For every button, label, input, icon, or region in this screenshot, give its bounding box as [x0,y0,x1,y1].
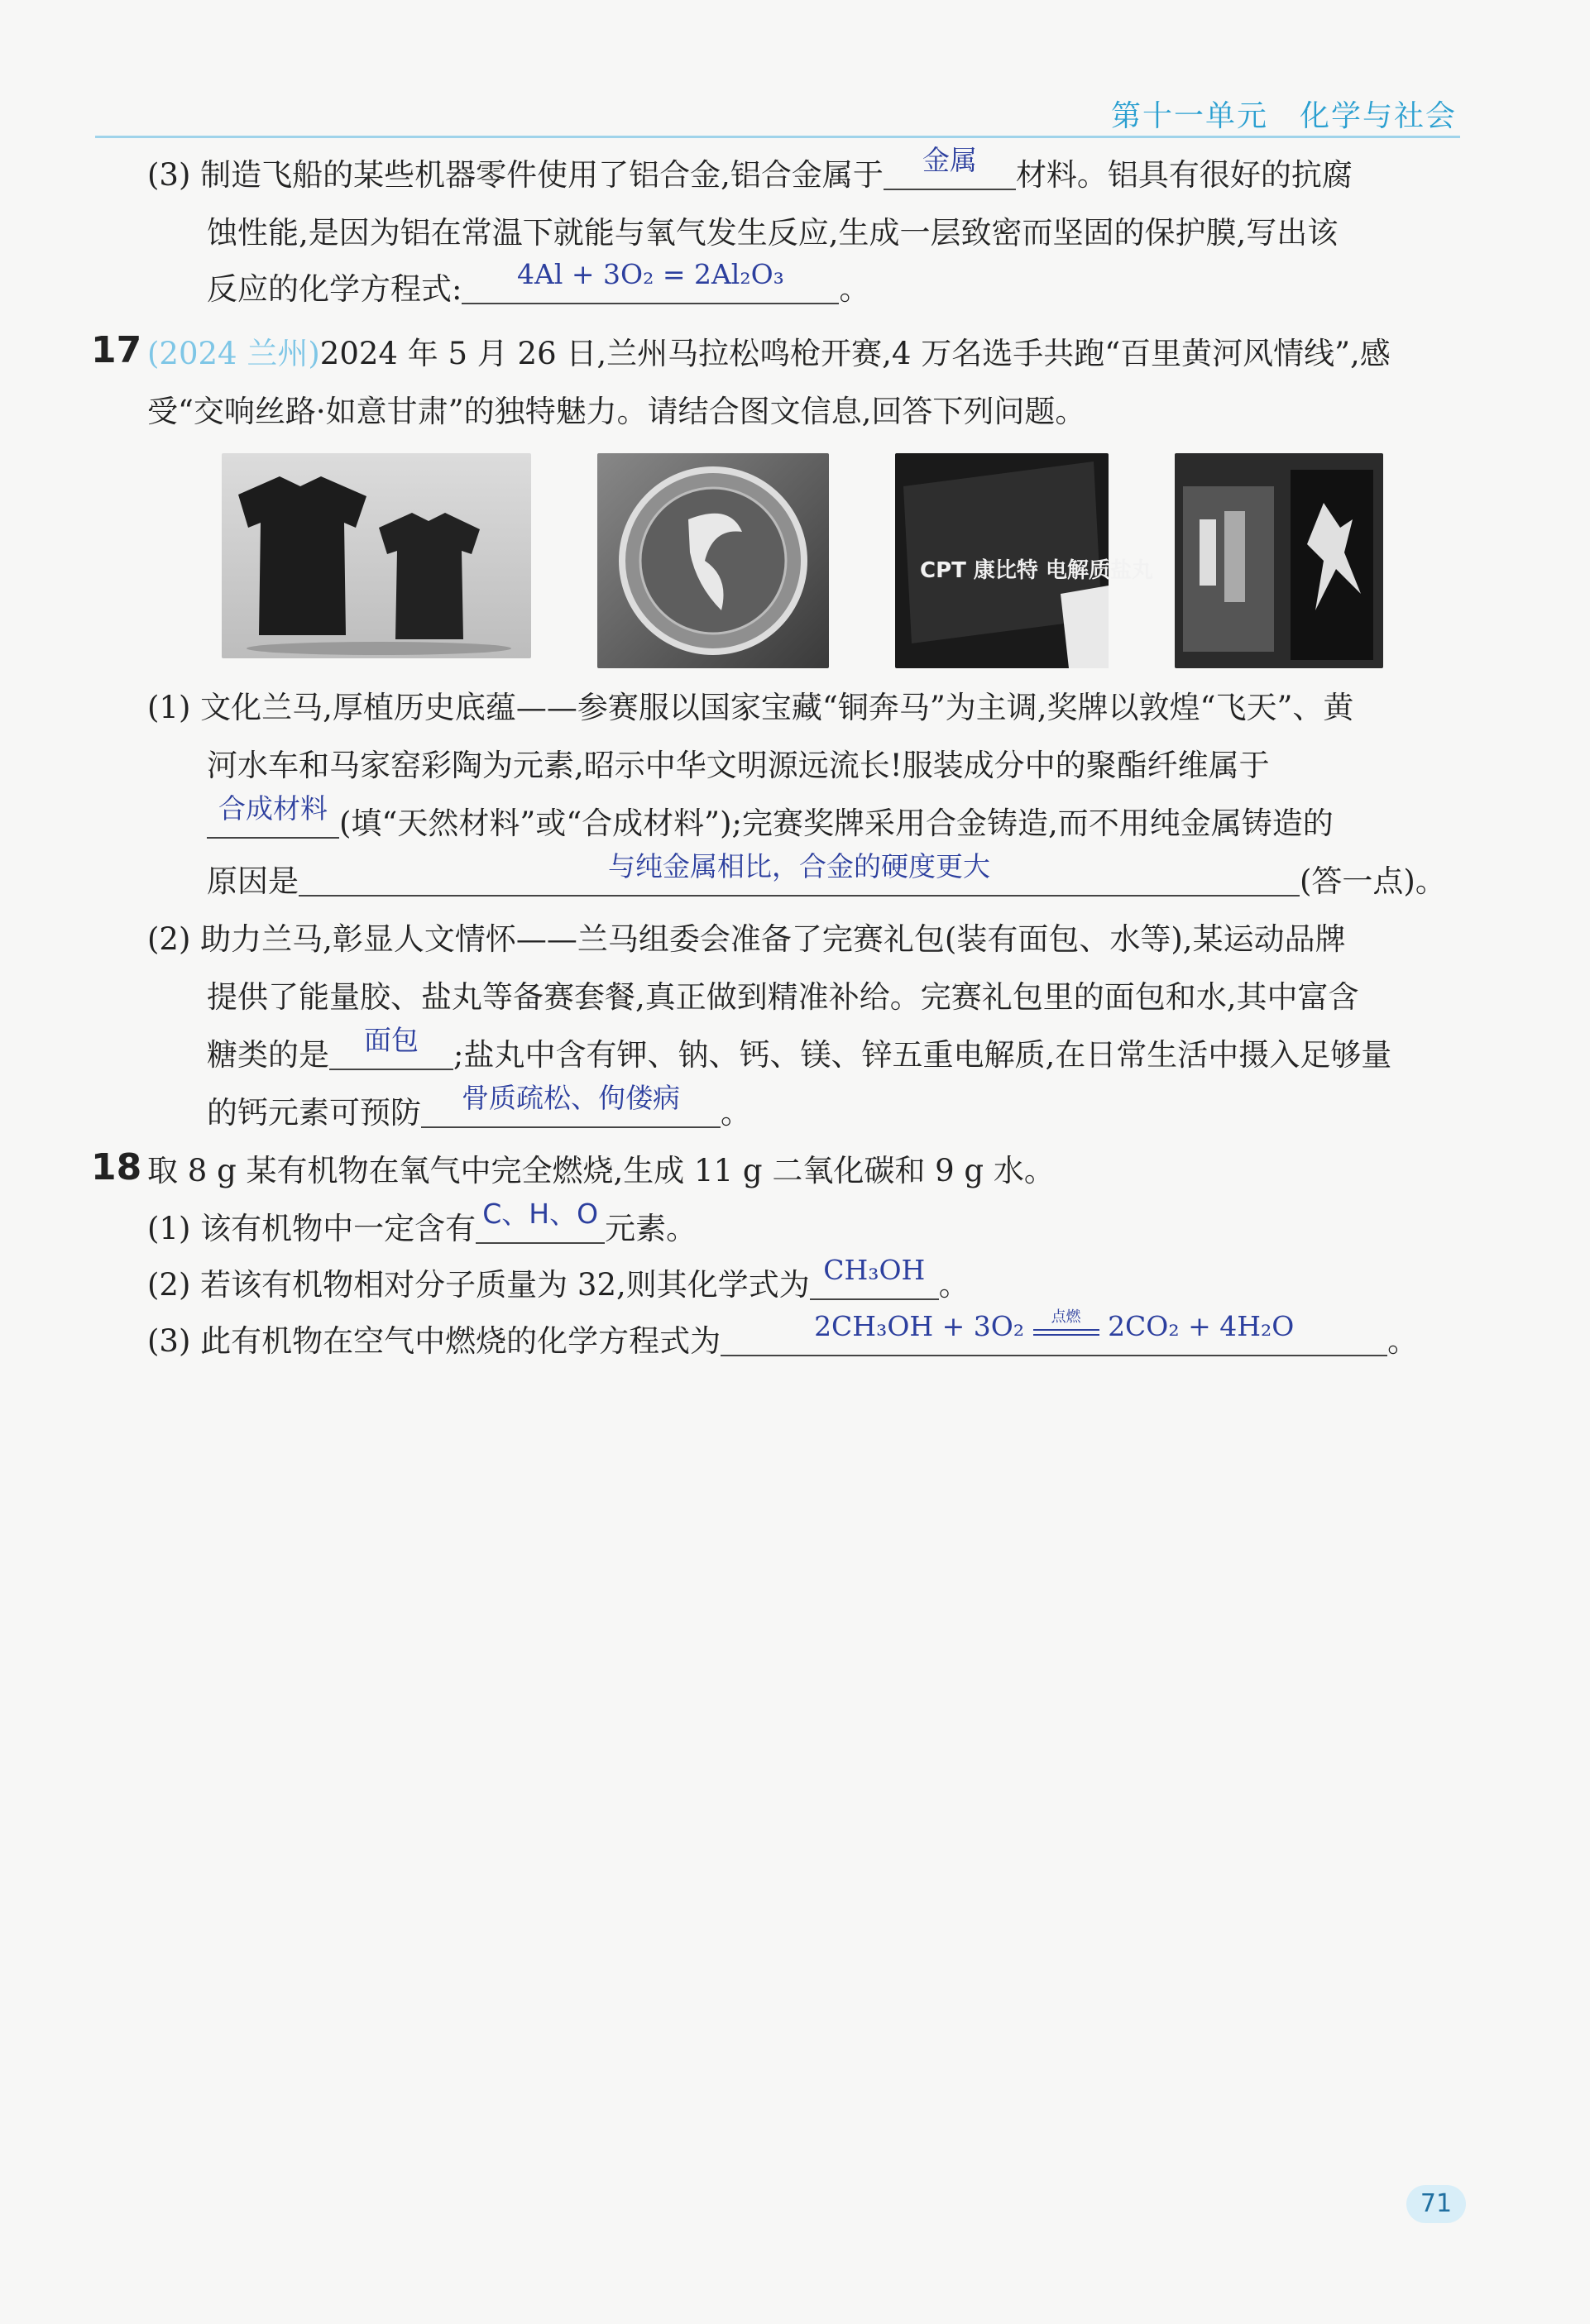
unit-header [95,86,1460,138]
handwritten-equation: 2CH₃OH + 3O₂ 点燃 2CO₂ + 4H₂O [721,1303,1387,1350]
reaction-arrow [1033,1308,1099,1336]
q17-intro-line1: (2024 兰州)2024 年 5 月 26 日,兰州马拉松鸣枪开赛,4 万名选手共跑“百里黄河风情线”,感 [147,336,1391,371]
q17-p1-line2: 河水车和马家窑彩陶为元素,昭示中华文明源远流长!服装成分中的聚酯纤维属于 [207,748,1270,783]
tshirt-photo [222,453,531,658]
q17-p2-line3: 糖类的是 面包 ;盐丸中含有钾、钠、钙、镁、锌五重电解质,在日常生活中摄入足够量 [207,1032,1391,1078]
q18-p2: (2) 若该有机物相对分子质量为 32,则其化学式为 CH₃OH 。 [147,1262,970,1308]
salt-pill-box-photo [895,453,1153,668]
q18-p3: (3) 此有机物在空气中燃烧的化学方程式为 2CH₃OH + 3O₂ 点燃 2CO₂ + 4H₂O 。 [147,1318,1418,1365]
handwritten-equation: 4Al + 3O₂ = 2Al₂O₃ [517,258,784,290]
tshirts-illustration [222,453,531,658]
q17-p1-line3: 合成材料 (填“天然材料”或“合成材料”);完赛奖牌采用合金铸造,而不用纯金属铸造的 [207,801,1334,847]
q17-p2-line4: 的钙元素可预防 骨质疏松、佝偻病 。 [207,1090,751,1136]
answer-blank [207,792,339,839]
medal-illustration [597,453,829,668]
q17-p1-line1: (1) 文化兰马,厚植历史底蕴——参赛服以国家宝藏“铜奔马”为主调,奖牌以敦煌“飞天”、黄 [147,690,1354,725]
question-source: (2024 兰州) [147,336,320,371]
answer-blank [884,144,1016,190]
handwritten-answer: C、H、O [482,1198,599,1230]
answer-blank [721,1308,1387,1356]
q17-p2-line2: 提供了能量胶、盐丸等备赛套餐,真正做到精准补给。完赛礼包里的面包和水,其中富含 [207,979,1359,1015]
medal-photo [597,453,829,668]
box-label: CPT 康比特 电解质盐丸 [920,558,1153,583]
supply-kit-illustration [1175,453,1383,668]
q17-p1-line4: 原因是 与纯金属相比，合金的硬度更大 (答一点)。 [207,858,1446,905]
question-number-17: 17 [91,329,142,371]
q17-intro-line2: 受“交响丝路·如意甘肃”的独特魅力。请结合图文信息,回答下列问题。 [147,394,1086,429]
q16-p3-line2: 蚀性能,是因为铝在常温下就能与氧气发生反应,生成一层致密而坚固的保护膜,写出该 [207,215,1339,251]
answer-blank [329,1024,453,1070]
unit-title: 第十一单元 化学与社会 [1110,99,1457,133]
answer-blank [810,1254,939,1300]
handwritten-answer: 骨质疏松、佝偻病 [462,1082,680,1114]
page-number: 71 [1406,2185,1466,2223]
handwritten-answer: CH₃OH [823,1254,926,1286]
supply-kit-photo [1175,453,1383,668]
q18-intro: 取 8 g 某有机物在氧气中完全燃烧,生成 11 g 二氧化碳和 9 g 水。 [147,1153,1055,1188]
salt-pill-box-illustration [895,453,1153,668]
handwritten-answer: 金属 [922,144,977,176]
q16-p3-line1: (3) 制造飞船的某些机器零件使用了铝合金,铝合金属于 金属 材料。铝具有很好的抗腐 [147,152,1353,198]
q17-p2-line1: (2) 助力兰马,彰显人文情怀——兰马组委会准备了完赛礼包(装有面包、水等),某运动品牌 [147,921,1346,957]
reaction-condition: 点燃 [1051,1308,1081,1326]
handwritten-answer: 与纯金属相比，合金的硬度更大 [608,850,990,882]
handwritten-answer: 合成材料 [218,792,328,825]
question-number-18: 18 [91,1146,142,1188]
q18-p1: (1) 该有机物中一定含有 C、H、O 元素。 [147,1206,697,1252]
q16-p3-line3: 反应的化学方程式: 4Al + 3O₂ = 2Al₂O₃ 。 [207,266,869,313]
handwritten-answer: 面包 [364,1024,419,1056]
answer-blank [476,1198,605,1244]
answer-blank [299,850,1300,897]
